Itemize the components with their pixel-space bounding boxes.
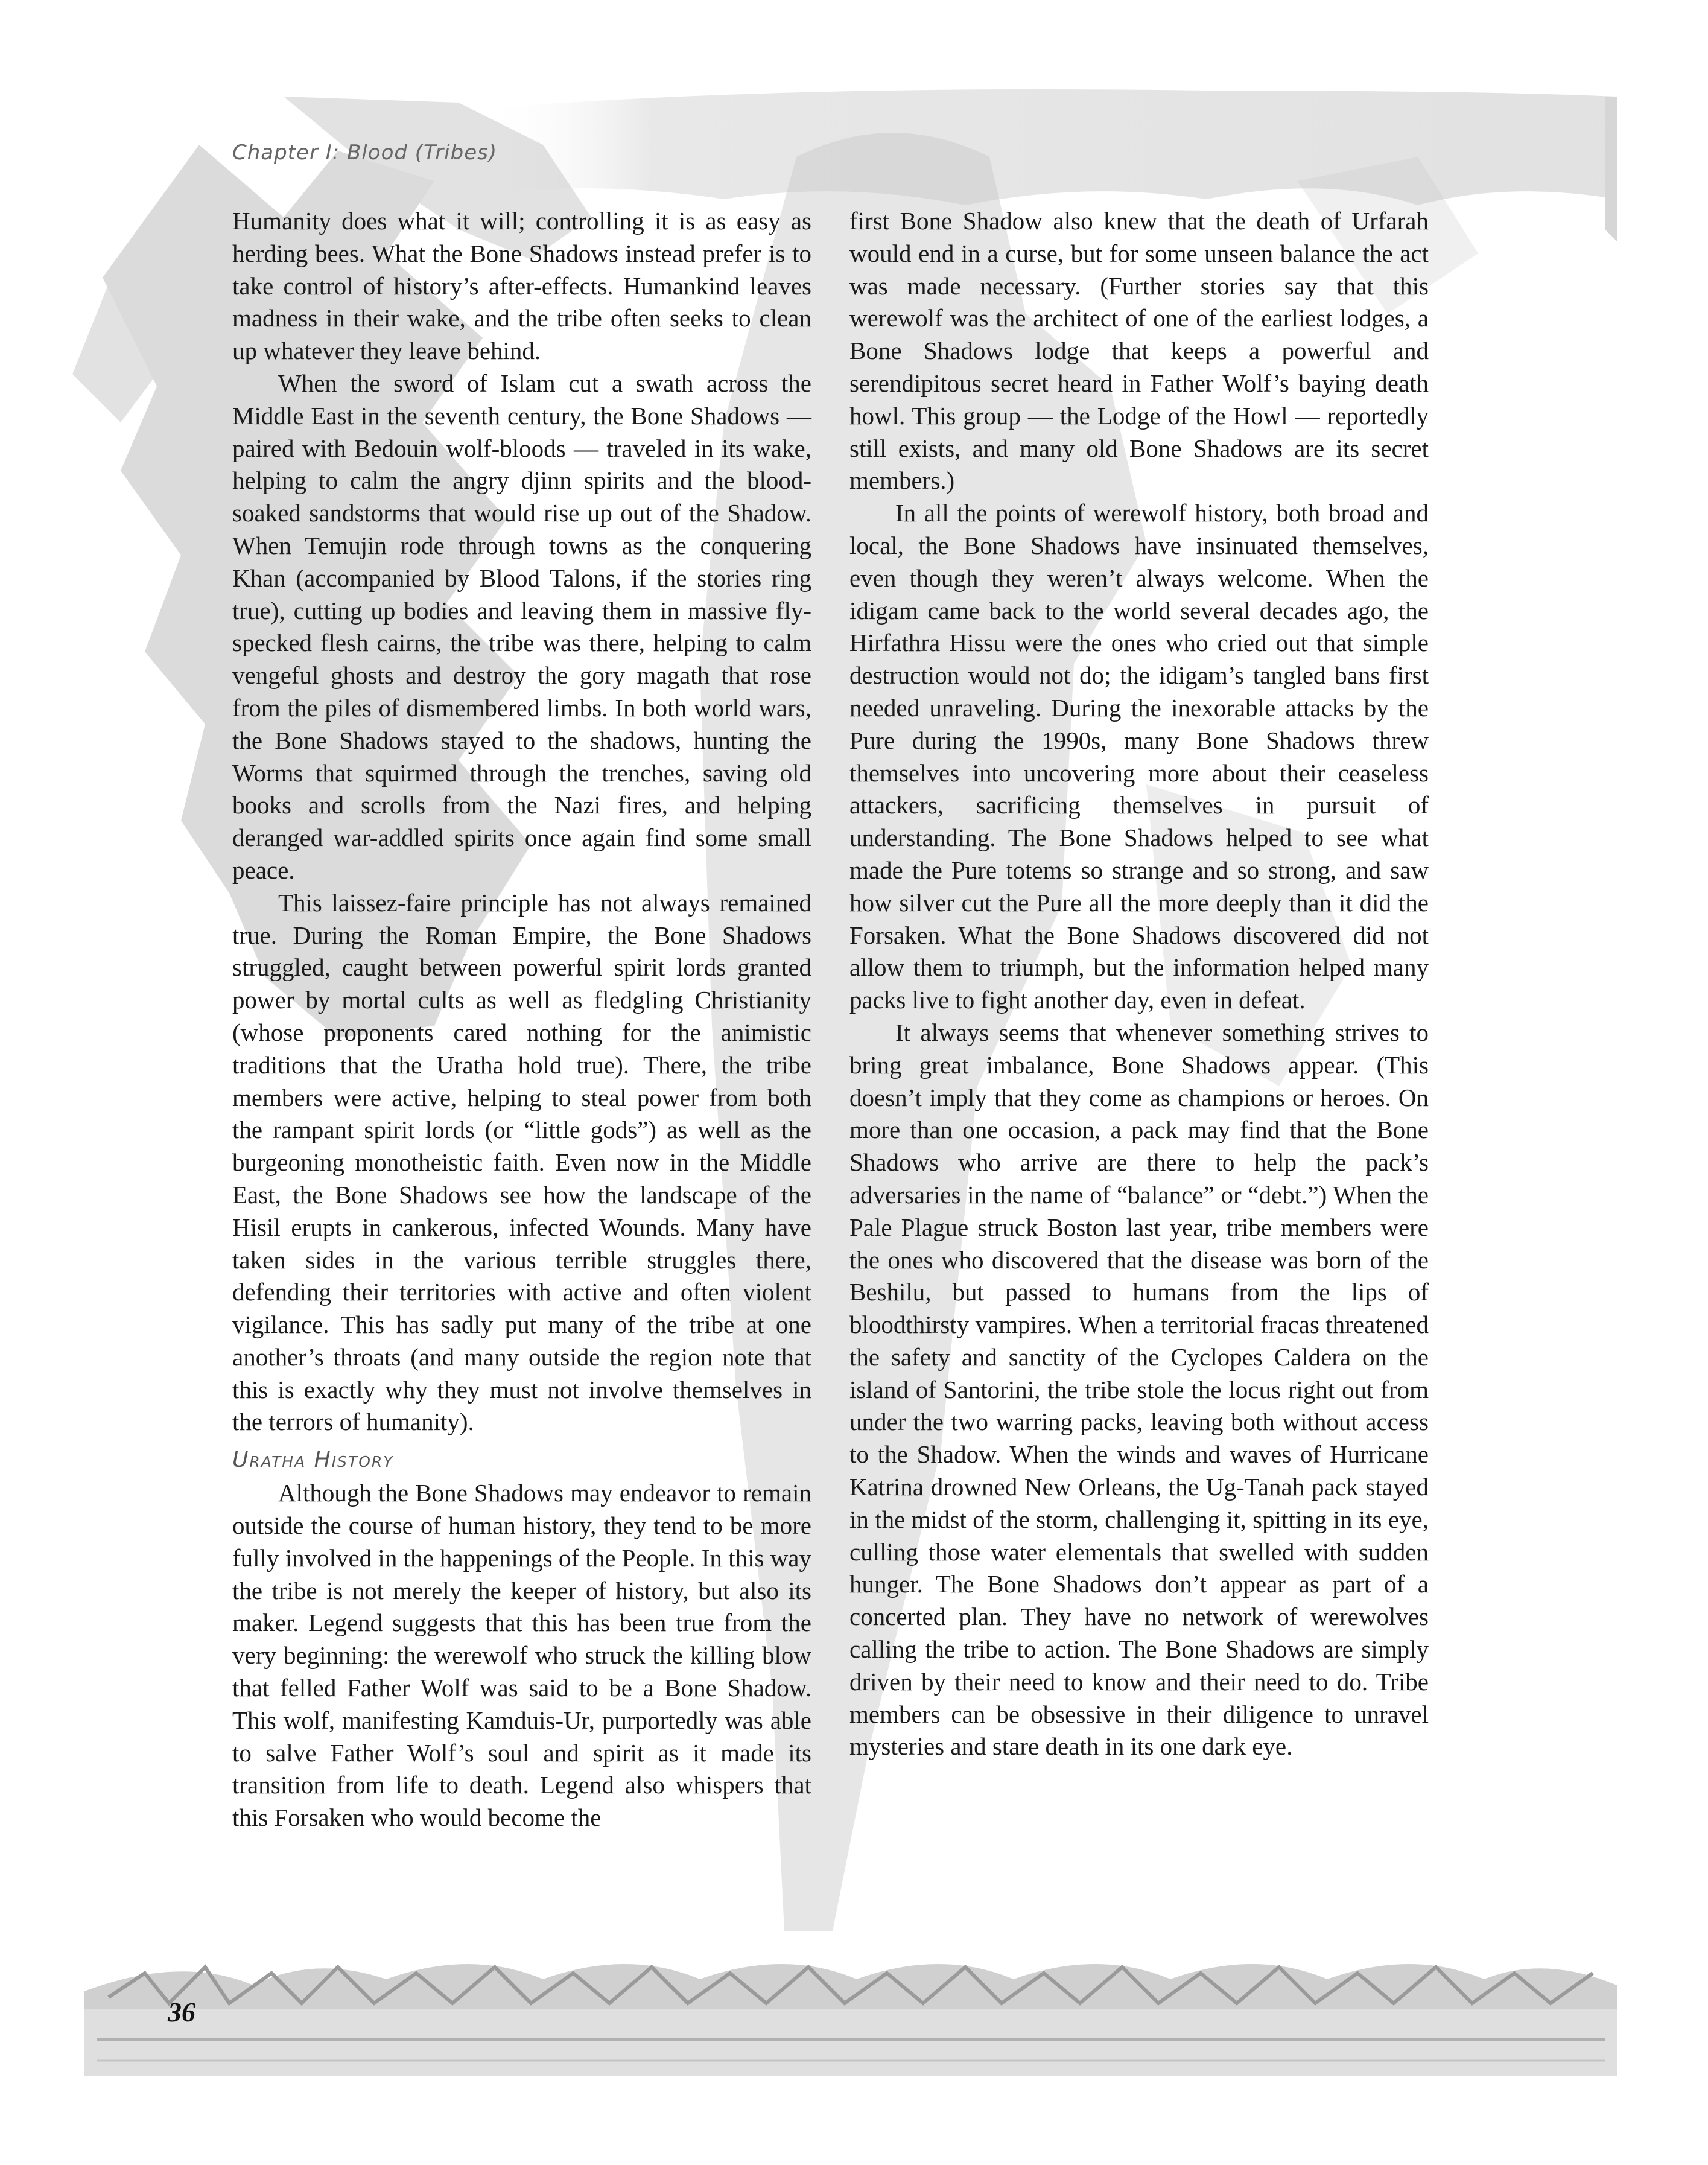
right-paragraph-1: first Bone Shadow also knew that the death of Urfarah would end in a curse, but for some unseen balance the act was made necessary. (Further stories say that this werewolf was the architect of one of the earliest lodges, a Bone Shadows lodge that keeps a powerful and serendipitous secret heard in Father Wolf’s baying death howl. This group — the Lodge of the Howl — reportedly still exists, and many old Bone Shadows are its secret members.) (849, 207, 1429, 495)
left-paragraph-2: When the sword of Islam cut a swath across the Middle East in the seventh century, the Bone Shadows — paired with Bedouin wolf-bloods — traveled in its wake, helping to calm the angry djinn spirits and the blood-soaked sandstorms that would rise up out of the Shadow. When Temujin rode through towns as the conquering Khan (accompanied by Blood Talons, if the stories ring true), cutting up bodies and leaving them in massive fly-specked flesh cairns, the tribe was there, helping to calm vengeful ghosts and destroy the gory magath that rose from the piles of dismembered limbs. In both world wars, the Bone Shadows stayed to the shadows, hunting the Worms that squirmed through the trenches, saving old books and scrolls from the Nazi fires, and helping deranged war-addled spirits once again find some small peace. (232, 369, 811, 884)
left-paragraph-1: Humanity does what it will; controlling it is as easy as herding bees. What the Bone Shadows instead prefer is to take control of history’s after-effects. Humankind leaves madness in their wake, and the tribe often seeks to clean up whatever they leave behind. (232, 207, 811, 365)
chapter-header: Chapter I: Blood (Tribes) (232, 141, 498, 165)
page-number: 36 (168, 1997, 195, 2027)
right-paragraph-2: In all the points of werewolf history, both broad and local, the Bone Shadows have insinuated themselves, even though they weren’t always welcome. When the idigam came back to the world several decades ago, the Hirfathra Hissu were the ones who cried out that simple destruction would not do; the idigam’s tangled bans first needed unraveling. During the inexorable attacks by the Pure during the 1990s, many Bone Shadows threw themselves into uncovering more about their ceaseless attackers, sacrificing themselves in pursuit of understanding. The Bone Shadows helped to see what made the Pure totems so strange and so strong, and saw how silver cut the Pure all the more deeply than it did the Forsaken. What the Bone Shadows discovered did not allow them to triumph, but the information helped many packs live to fight another day, even in defeat. (849, 499, 1429, 1014)
section-heading: Uratha History (232, 1448, 394, 1473)
right-column (849, 205, 1429, 1763)
left-paragraph-3: This laissez-faire principle has not always remained true. During the Roman Empire, the Bone Shadows struggled, caught between powerful spirit lords granted power by mortal cults as well as fledgling Christianity (whose proponents cared nothing for the animistic traditions that the Uratha hold true). There, the tribe members were active, helping to steal power from both the rampant spirit lords (or “little gods”) as well as the burgeoning monotheistic faith. Even now in the Middle East, the Bone Shadows see how the landscape of the Hisil erupts in cankerous, infected Wounds. Many have taken sides in the various terrible struggles there, defending their territories with active and often violent vigilance. This has sadly put many of the tribe at one another’s throats (and many outside the region note that this is exactly why they must not involve themselves in the terrors of humanity). (232, 888, 811, 1436)
left-column (232, 205, 811, 1834)
left-paragraph-4: Although the Bone Shadows may endeavor to remain outside the course of human history, they tend to be more fully involved in the happenings of the People. In this way the tribe is not merely the keeper of history, but also its maker. Legend suggests that this has been true from the very beginning: the werewolf who struck the killing blow that felled Father Wolf was said to be a Bone Shadow. This wolf, manifesting Kamduis-Ur, purportedly was able to salve Father Wolf’s soul and spirit as it made its transition from life to death. Legend also whispers that this Forsaken who would become the (232, 1479, 811, 1832)
right-paragraph-3: It always seems that whenever something strives to bring great imbalance, Bone Shadows appear. (This doesn’t imply that they come as champions or heroes. On more than one occasion, a pack may find that the Bone Shadows who arrive are there to help the pack’s adversaries in the name of “balance” or “debt.”) When the Pale Plague struck Boston last year, tribe members were the ones who discovered that the disease was born of the Beshilu, but passed to humans from the lips of bloodthirsty vampires. When a territorial fracas threatened the safety and sanctity of the Cyclopes Caldera on the island of Santorini, the tribe stole the locus right out from under the two warring packs, leaving both without access to the Shadow. When the winds and waves of Hurricane Katrina drowned New Orleans, the Ug-Tanah pack stayed in the midst of the storm, challenging it, spitting in its eye, culling those water elementals that swelled with sudden hunger. The Bone Shadows don’t appear as part of a concerted plan. They have no network of werewolves calling the tribe to action. The Bone Shadows are simply driven by their need to know and their need to do. Tribe members can be obsessive in their diligence to unravel mysteries and stare death in its one dark eye. (849, 1018, 1429, 1761)
bottom-border-decoration (84, 1964, 1617, 2076)
